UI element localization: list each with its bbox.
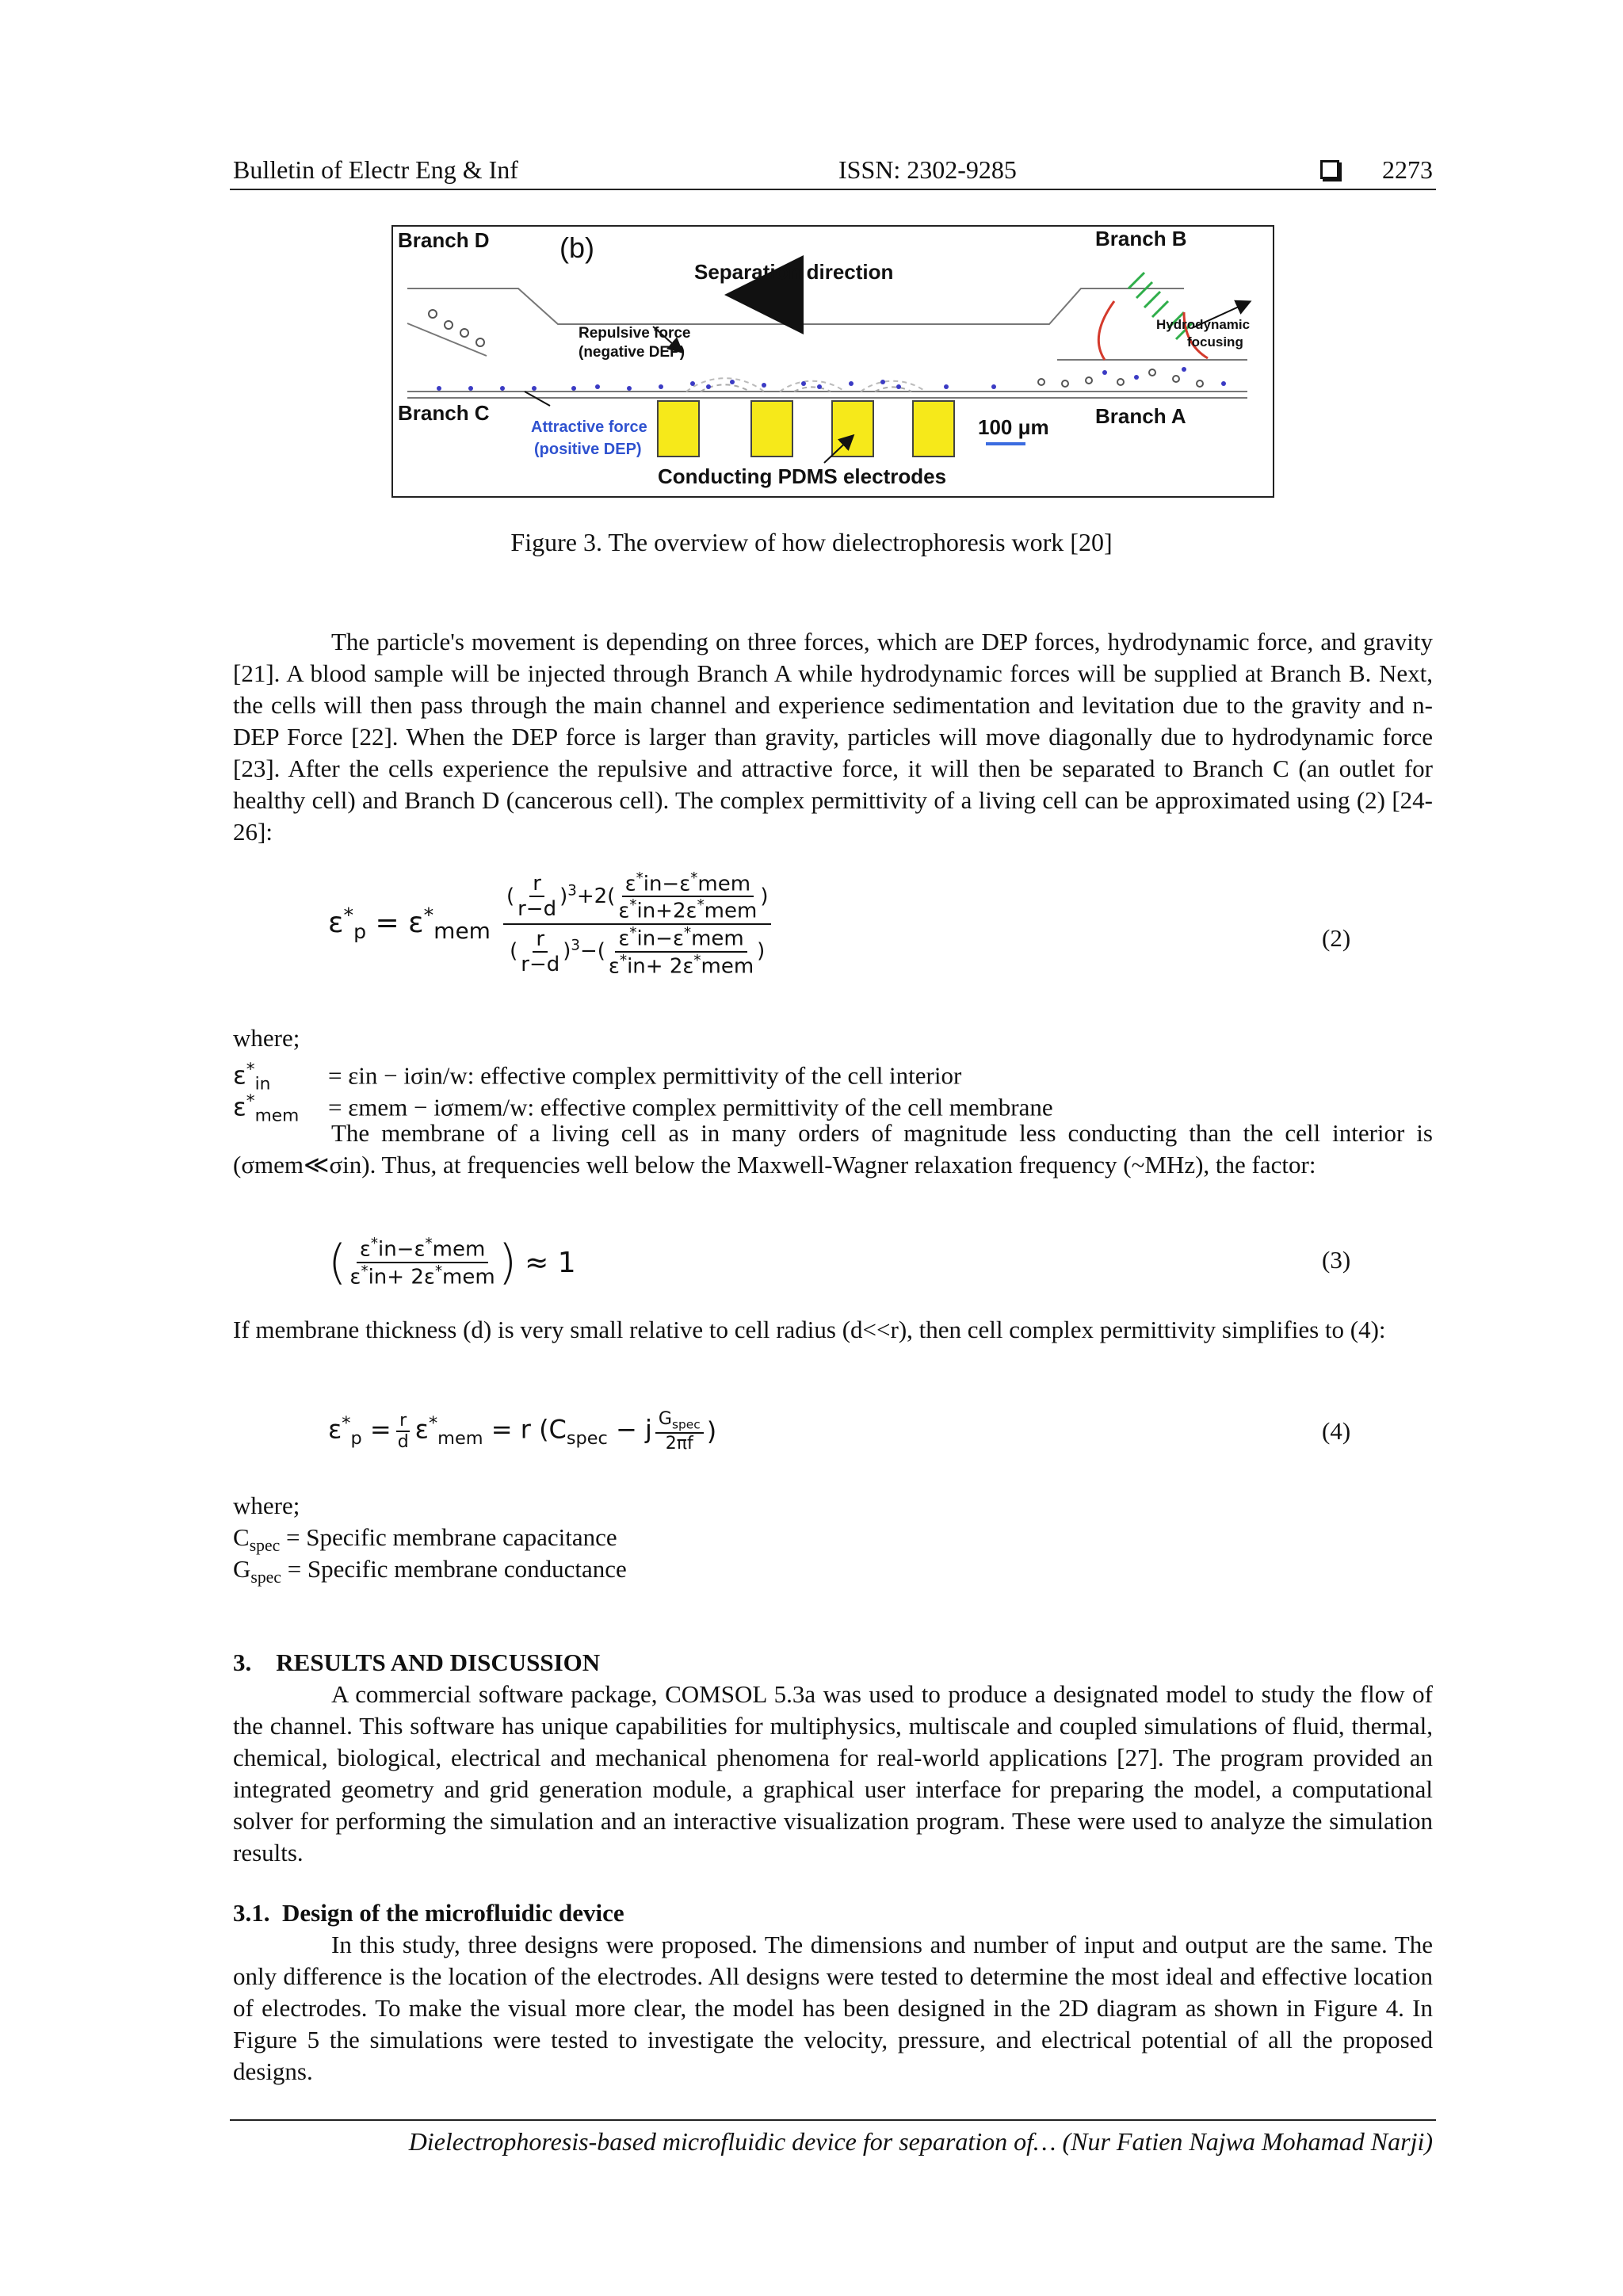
equation-3: ( $\frac{\varepsilon^*in-\varepsilon^*mem}{\varepsilon^*in+ 2\varepsilon^*mem}$ ) ≈ 1	[328, 1235, 576, 1290]
label-scale-bar: 100 μm	[978, 415, 1049, 439]
equation-3-number: (3)	[1322, 1246, 1351, 1274]
definition-cspec: $C_{spec}$ = Specific membrane capacitance	[233, 1523, 617, 1556]
footer-rule	[230, 2119, 1436, 2121]
where-label-1: where;	[233, 1024, 300, 1052]
header-rule	[230, 189, 1436, 190]
label-hydrodynamic: Hydrodynamic	[1156, 317, 1251, 332]
paragraph-dep-forces: The particle's movement is depending on three forces, which are DEP forces, hydrodynamic force, and gravity [21]. A blood sample will be injected through Branch A while hydrodynamic forces will be supplied at Branch B. Next, the cells will then pass through the main channel and experience sedimentation and levitation due to the gravity and n-DEP Force [22]. When the DEP force is larger than gravity, particles will move diagonally due to hydrodynamic force [23]. After the cells experience the repulsive and attractive force, it will then be separated to Branch C (an outlet for healthy cell) and Branch D (cancerous cell). The complex permittivity of a living cell can be approximated using (2) [24-26]:	[233, 628, 1433, 846]
definition-eps-mem: $\varepsilon^*_{mem} = \varepsilon mem - i\sigma mem/w$: effective complex permittivity of the cell membrane	[233, 1091, 1053, 1126]
label-repulsive-force: Repulsive force	[579, 325, 691, 342]
label-branch-b: Branch B	[1095, 227, 1187, 250]
label-separation-direction: Separation direction	[694, 260, 894, 284]
paragraph-comsol: A commercial software package, COMSOL 5.3a was used to produce a designated model to study the flow of the channel. This software has unique capabilities for multiphysics, multiscale and coupled simulations of fluid, thermal, chemical, biological, electrical and mechanical phenomena for real-world applications [27]. The program provided an integrated geometry and grid generation module, a graphical user interface for preparing the model, a computational solver for performing the simulation and an interactive visualization program. These were used to analyze the simulation results.	[233, 1680, 1433, 1866]
figure-caption: Figure 3. The overview of how dielectrophoresis work [20]	[510, 528, 1113, 556]
page-number: 2273	[1382, 155, 1433, 184]
label-focusing: focusing	[1187, 334, 1243, 350]
section-heading-design: 3.1. Design of the microfluidic device	[233, 1899, 624, 1927]
equation-2-number: (2)	[1322, 924, 1351, 952]
where-label-2: where;	[233, 1492, 300, 1519]
paragraph-design: In this study, three designs were proposed. The dimensions and number of input and output are the same. The only difference is the location of the electrodes. All designs were tested to determine the most ideal and effective location of electrodes. To make the visual more clear, the model has been designed in the 2D diagram as shown in Figure 4. In Figure 5 the simulations were tested to investigate the velocity, pressure, and electrical potential of all the proposed designs.	[233, 1931, 1433, 2085]
paragraph-thickness: If membrane thickness (d) is very small relative to cell radius (d<<r), then cell complex permittivity simplifies to (4):	[233, 1316, 1386, 1343]
square-bullet-icon	[1320, 160, 1339, 179]
running-header-journal: Bulletin of Electr Eng & Inf	[233, 155, 518, 184]
section-heading-results: 3. RESULTS AND DISCUSSION	[233, 1648, 601, 1676]
label-branch-c: Branch C	[398, 401, 490, 425]
running-header-issn: ISSN: 2302-9285	[838, 155, 1017, 184]
definition-eps-in: $\varepsilon^*_{in} = \varepsilon in - i\sigma in/w$: effective complex permittivity of the cell interior	[233, 1060, 962, 1095]
equation-4-number: (4)	[1322, 1417, 1351, 1445]
definition-gspec: $G_{spec}$ = Specific membrane conductance	[233, 1555, 627, 1587]
label-conducting-electrodes: Conducting PDMS electrodes	[658, 464, 947, 488]
label-panel-b: (b)	[559, 231, 594, 264]
label-attractive-force: Attractive force	[531, 418, 647, 436]
equation-4: $\varepsilon^*_p$ = $\frac{r}{d}$ $\varepsilon^*_{mem} = r$ ($C_{spec} - j$ $\frac{G_{spec}}{2\pi f}$ )	[328, 1409, 717, 1454]
label-branch-d: Branch D	[398, 228, 490, 252]
equation-2: $\varepsilon^*_p = \varepsilon^*_{mem}$ ( $\frac{r}{r-d}$ )$^3$+2( $\frac{\varepsilon^*in-\varepsilon^*mem}{\varepsilon^*in+2\varepsilon^*mem}$ ) ( $\frac{r}{r-d}$ )$^3$−( $\frac{\varepsilon^*in-\varepsilon^*mem}{\varepsilon^*in+ 2\varepsilon^*mem}$ )	[328, 869, 771, 980]
label-branch-a: Branch A	[1095, 404, 1186, 428]
label-positive-dep: (positive DEP)	[534, 441, 642, 458]
label-negative-dep: (negative DEP)	[579, 344, 685, 361]
paragraph-membrane: The membrane of a living cell as in many orders of magnitude less conducting than the cell interior is (σmem≪σin). Thus, at frequencies well below the Maxwell-Wagner relaxation frequency (~MHz), the factor:	[233, 1119, 1433, 1179]
running-footer: Dielectrophoresis-based microfluidic device for separation of… (Nur Fatien Najwa Mohamad Narji)	[408, 2127, 1433, 2156]
figure-3	[391, 225, 1274, 498]
